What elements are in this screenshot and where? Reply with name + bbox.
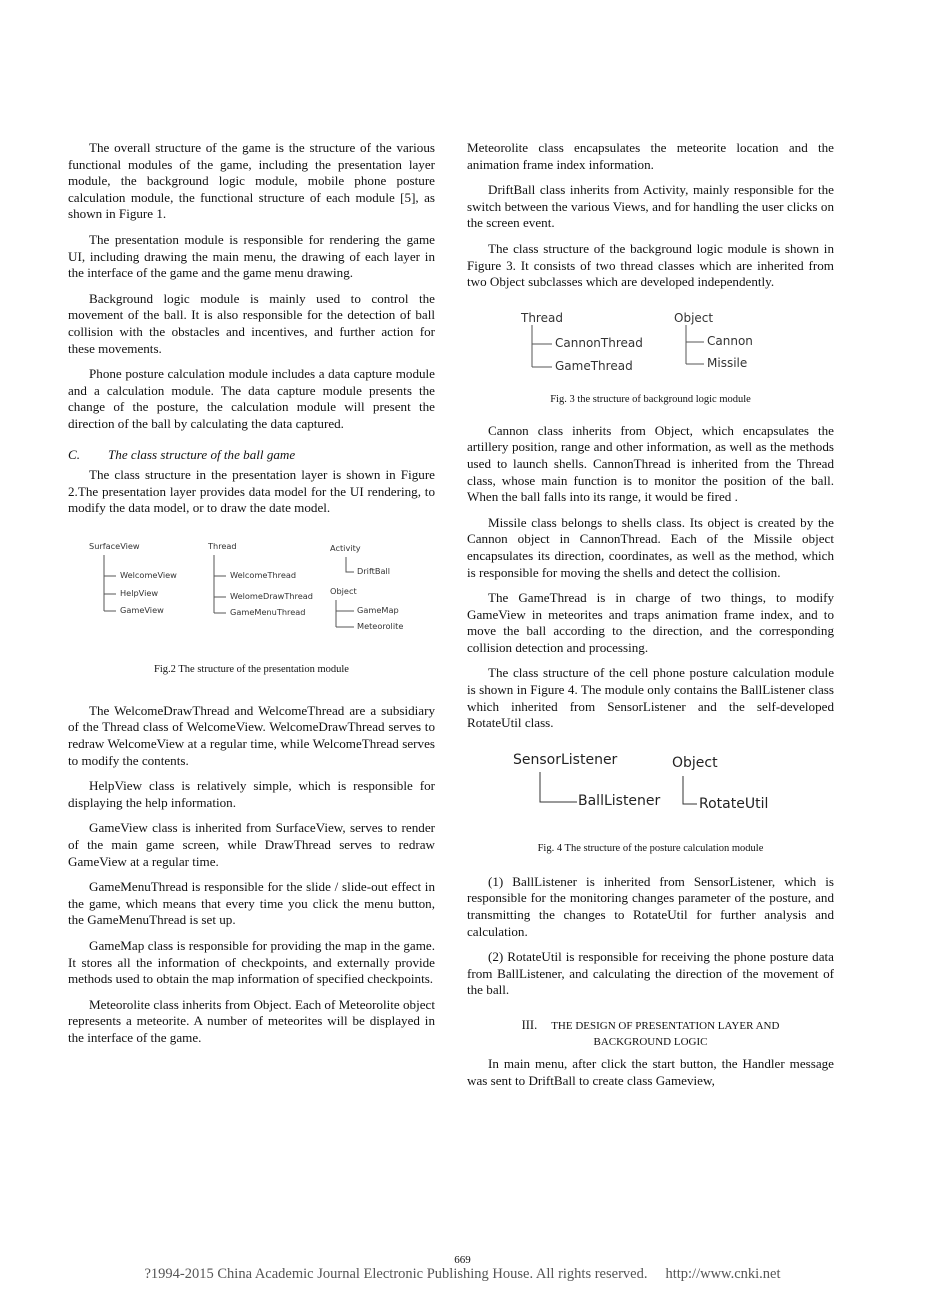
section-number: III. (521, 1018, 538, 1032)
fig4-node-rotateutil: RotateUtil (699, 795, 769, 812)
fig2-node-welomedrawthread: WelomeDrawThread (230, 590, 313, 601)
paragraph: GameView class is inherited from SurfaceView, serves to render of the main game screen, while DrawThread serves to redraw GameView at a regular time. (68, 820, 435, 869)
fig2-root-object: Object (330, 585, 357, 596)
fig2-node-welcomeview: WelcomeView (120, 569, 177, 580)
figure-3-caption: Fig. 3 the structure of background logic module (550, 393, 751, 405)
section-heading (467, 1017, 834, 1050)
fig3-root-thread: Thread (521, 310, 563, 325)
fig4-root-sensorlistener: SensorListener (513, 751, 618, 768)
figure-2-diagram (68, 541, 435, 651)
right-column (467, 140, 834, 1098)
paragraph: Missile class belongs to shells class. Its object is created by the Cannon object in CannonThread. Each of the Missile object encapsulates its direction, coordinates, as well as the method, which is responsible for moving the shells and detect the collision. (467, 514, 834, 580)
section-heading-line1 (467, 1017, 834, 1034)
paragraph: HelpView class is relatively simple, which is responsible for displaying the help information. (68, 778, 435, 810)
fig2-node-helpview: HelpView (120, 587, 159, 598)
fig3-root-object: Object (674, 310, 714, 325)
fig2-node-welcomethread: WelcomeThread (230, 569, 297, 580)
list-item: (2) RotateUtil is responsible for receiving the phone posture data from BallListener, and calculating the direction of the movement of the ball. (467, 949, 834, 998)
footer-url: http://www.cnki.net (665, 1266, 781, 1282)
paragraph: DriftBall class inherits from Activity, mainly responsible for the switch between the various Views, and for handling the user clicks on the screen event. (467, 182, 834, 231)
footer-copyright: ?1994-2015 China Academic Journal Electronic Publishing House. All rights reserved. (144, 1266, 648, 1282)
paragraph: The GameThread is in charge of two things, to modify GameView in meteorites and traps animation frame index, and to move the ball according to the direction, and the corresponding collision detection and processing. (467, 590, 834, 655)
fig3-node-missile: Missile (707, 355, 748, 370)
figure-4 (467, 752, 834, 874)
paragraph: The class structure of the cell phone posture calculation module is shown in Figure 4. The module only contains the BallListener class which inherited from SensorListener and the self-developed RotateUtil class. (467, 665, 834, 731)
footer (0, 1266, 925, 1283)
fig2-root-thread: Thread (208, 540, 237, 551)
list-item: (1) BallListener is inherited from SensorListener, which is responsible for the monitoring changes parameter of the posture, and transmitting the changes to RotateUtil for further analysis and calculation. (467, 873, 834, 939)
fig3-node-cannonthread: CannonThread (555, 335, 643, 350)
figure-4-caption: Fig. 4 The structure of the posture calculation module (537, 842, 764, 854)
paragraph: Phone posture calculation module includes a data capture module and a calculation module. The data capture module presents the change of the posture, the calculation module will present the direction of the ball by calculating the data captured. (68, 366, 435, 431)
fig2-node-gameview: GameView (120, 604, 164, 615)
fig2-node-gamemap: GameMap (357, 604, 399, 615)
paragraph: Background logic module is mainly used to control the movement of the ball. It is also responsible for the detection of ball collision with the obstacles and incentives, and further action for these movements. (68, 290, 435, 356)
fig3-node-cannon: Cannon (707, 333, 753, 348)
paragraph: The class structure in the presentation layer is shown in Figure 2.The presentation layer provides data model for the UI rendering, to modify the data model, or to draw the date model. (68, 467, 435, 516)
paragraph: Cannon class inherits from Object, which encapsulates the artillery position, range and other information, as well as the methods used to launch shells. CannonThread is inherited from the Thread class, whose main function is to monitor the position of the ball. When the ball falls into its range, it would be fired . (467, 422, 834, 505)
figure-3-diagram (467, 311, 834, 383)
figure-4-diagram (467, 752, 834, 828)
paragraph: The WelcomeDrawThread and WelcomeThread are a subsidiary of the Thread class of WelcomeView. WelcomeDrawThread serves to redraw WelcomeView at a regular time, while WelcomeThread serves to modify the contents. (68, 702, 435, 768)
paragraph: The overall structure of the game is the structure of the various functional modules of the game, including the presentation layer module, the background logic module, mobile phone posture calculation module, the functional structure of each module [5], as shown in Figure 1. (68, 140, 435, 222)
section-title-line1: THE DESIGN OF PRESENTATION LAYER AND (551, 1020, 780, 1032)
fig2-node-meteorolite: Meteorolite (357, 620, 404, 631)
paragraph: GameMap class is responsible for providing the map in the game. It stores all the information of checkpoints, and externally provide methods used to obtain the map information of specified checkpoints. (68, 938, 435, 987)
left-column (68, 140, 435, 1056)
paragraph: Meteorolite class inherits from Object. Each of Meteorolite object represents a meteorite. A number of meteorites will be displayed in the interface of the game. (68, 996, 435, 1045)
subsection-label: C. (68, 446, 81, 462)
fig2-node-driftball: DriftBall (357, 565, 391, 576)
figure-2-caption: Fig.2 The structure of the presentation module (154, 663, 349, 675)
fig2-root-activity: Activity (330, 542, 361, 553)
fig3-node-gamethread: GameThread (555, 358, 633, 373)
fig4-node-balllistener: BallListener (578, 792, 661, 809)
paragraph: In main menu, after click the start button, the Handler message was sent to DriftBall to create class Gameview, (467, 1056, 834, 1088)
fig4-root-object: Object (672, 754, 718, 771)
figure-2 (68, 541, 435, 691)
fig2-root-surfaceview: SurfaceView (89, 540, 140, 551)
fig2-node-gamemenuthread: GameMenuThread (230, 606, 306, 617)
paragraph-continuation: Meteorolite class encapsulates the meteorite location and the animation frame index information. (467, 140, 834, 172)
paragraph: The class structure of the background logic module is shown in Figure 3. It consists of two thread classes which are inherited from two Object subclasses which are developed independently. (467, 240, 834, 290)
paragraph: GameMenuThread is responsible for the slide / slide-out effect in the game, which means that every time you click the menu button, the GameMenuThread is set up. (68, 879, 435, 928)
section-title-line2: BACKGROUND LOGIC (593, 1036, 708, 1048)
paragraph: The presentation module is responsible for rendering the game UI, including drawing the main menu, the drawing of each layer in the interface of the game and the game menu drawing. (68, 231, 435, 281)
page-number: 669 (454, 1254, 471, 1266)
subsection-title: The class structure of the ball game (108, 446, 296, 462)
figure-3 (467, 311, 834, 423)
subsection-heading (68, 447, 435, 464)
